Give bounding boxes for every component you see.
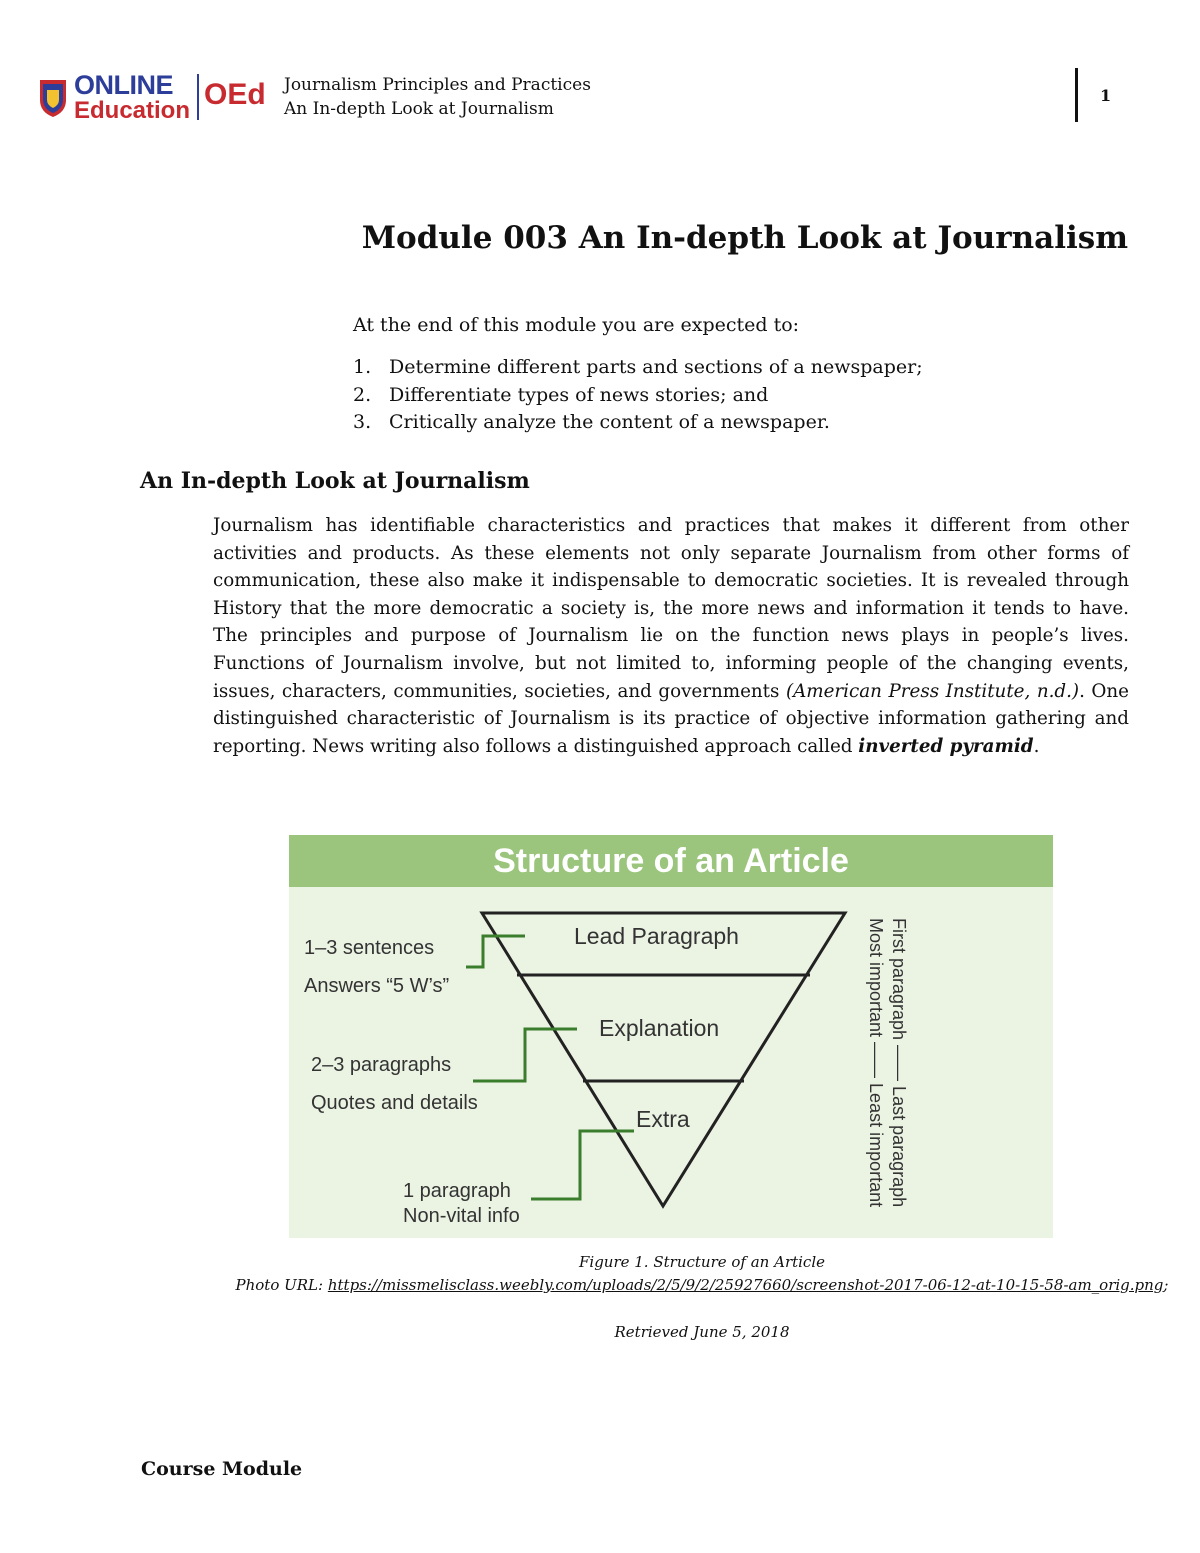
structure-of-article-figure	[289, 835, 1053, 1238]
objective-item: 2. Differentiate types of news stories; and	[353, 383, 769, 406]
page-number: 1	[1100, 86, 1112, 105]
header-divider	[1075, 68, 1078, 122]
logo-online-text: ONLINE	[74, 70, 174, 100]
shield-icon	[38, 76, 68, 118]
objectives-list	[353, 354, 923, 437]
note-lead-line2: Answers “5 W’s”	[304, 975, 450, 997]
layer-label-lead: Lead Paragraph	[574, 923, 739, 949]
citation: (American Press Institute, n.d.)	[785, 680, 1080, 702]
section-heading: An In-depth Look at Journalism	[140, 468, 530, 494]
connector-explanation	[473, 1029, 577, 1081]
note-extra-line1: 1 paragraph	[403, 1180, 511, 1202]
objective-item: 3. Critically analyze the content of a newspaper.	[353, 411, 830, 433]
page-title: Module 003 An In-depth Look at Journalism	[361, 220, 1128, 256]
photo-url-link[interactable]: https://missmelisclass.weebly.com/uploads/2/5/9/2/25927660/screenshot-2017-06-12-at-10-15-58-am_orig.png	[327, 1276, 1164, 1294]
inverted-pyramid-term: inverted pyramid	[858, 735, 1034, 757]
photo-url-line: Photo URL: https://missmelisclass.weebly.com/uploads/2/5/9/2/25927660/screenshot-2017-06-12-at-10-15-58-am_orig.png;	[235, 1276, 1169, 1294]
layer-label-explanation: Explanation	[599, 1015, 720, 1041]
logo-education-text: Education	[74, 97, 191, 124]
section-paragraph: Journalism has identifiable characteristics and practices that makes it different from other activities and products. As these elements not only separate Journalism from other forms of communication, these also make it indispensable to democratic societies. It is revealed through History that the more democratic a society is, the more news and information it tends to have. The principles and purpose of Journalism lie on the function news plays in people’s lives. Functions of Journalism involve, but not limited to, informing people of the changing events, issues, characters, communities, societies, and governments (American Press Institute, n.d.). One distinguished characteristic of Journalism is its practice of objective information gathering and reporting. News writing also follows a distinguished approach called inverted pyramid.	[213, 515, 1129, 757]
footer-course-module: Course Module	[141, 1458, 303, 1480]
objective-item: 1. Determine different parts and sections of a newspaper;	[353, 356, 923, 378]
connector-extra	[531, 1131, 634, 1199]
logo-oed-text: OEd	[204, 78, 266, 111]
retrieved-date: Retrieved June 5, 2018	[614, 1323, 790, 1341]
header-module-subtitle: An In-depth Look at Journalism	[284, 99, 554, 119]
objectives-intro: At the end of this module you are expected to:	[353, 314, 800, 336]
note-lead-line1: 1–3 sentences	[304, 937, 435, 959]
side-label-paragraph-order: First paragraph —— Last paragraph	[889, 918, 909, 1208]
note-extra-line2: Non-vital info	[403, 1205, 520, 1227]
connector-lead	[466, 936, 525, 967]
figure-title: Structure of an Article	[493, 842, 849, 880]
note-explanation-line2: Quotes and details	[311, 1092, 478, 1114]
figure-caption: Figure 1. Structure of an Article	[578, 1253, 826, 1271]
logo-divider	[197, 74, 199, 120]
layer-label-extra: Extra	[636, 1106, 690, 1132]
header-course-title: Journalism Principles and Practices	[284, 75, 591, 95]
online-education-logo	[36, 70, 272, 126]
pyramid-outline	[482, 913, 845, 1206]
note-explanation-line1: 2–3 paragraphs	[311, 1054, 452, 1076]
side-label-importance: Most important —— Least important	[866, 918, 886, 1208]
